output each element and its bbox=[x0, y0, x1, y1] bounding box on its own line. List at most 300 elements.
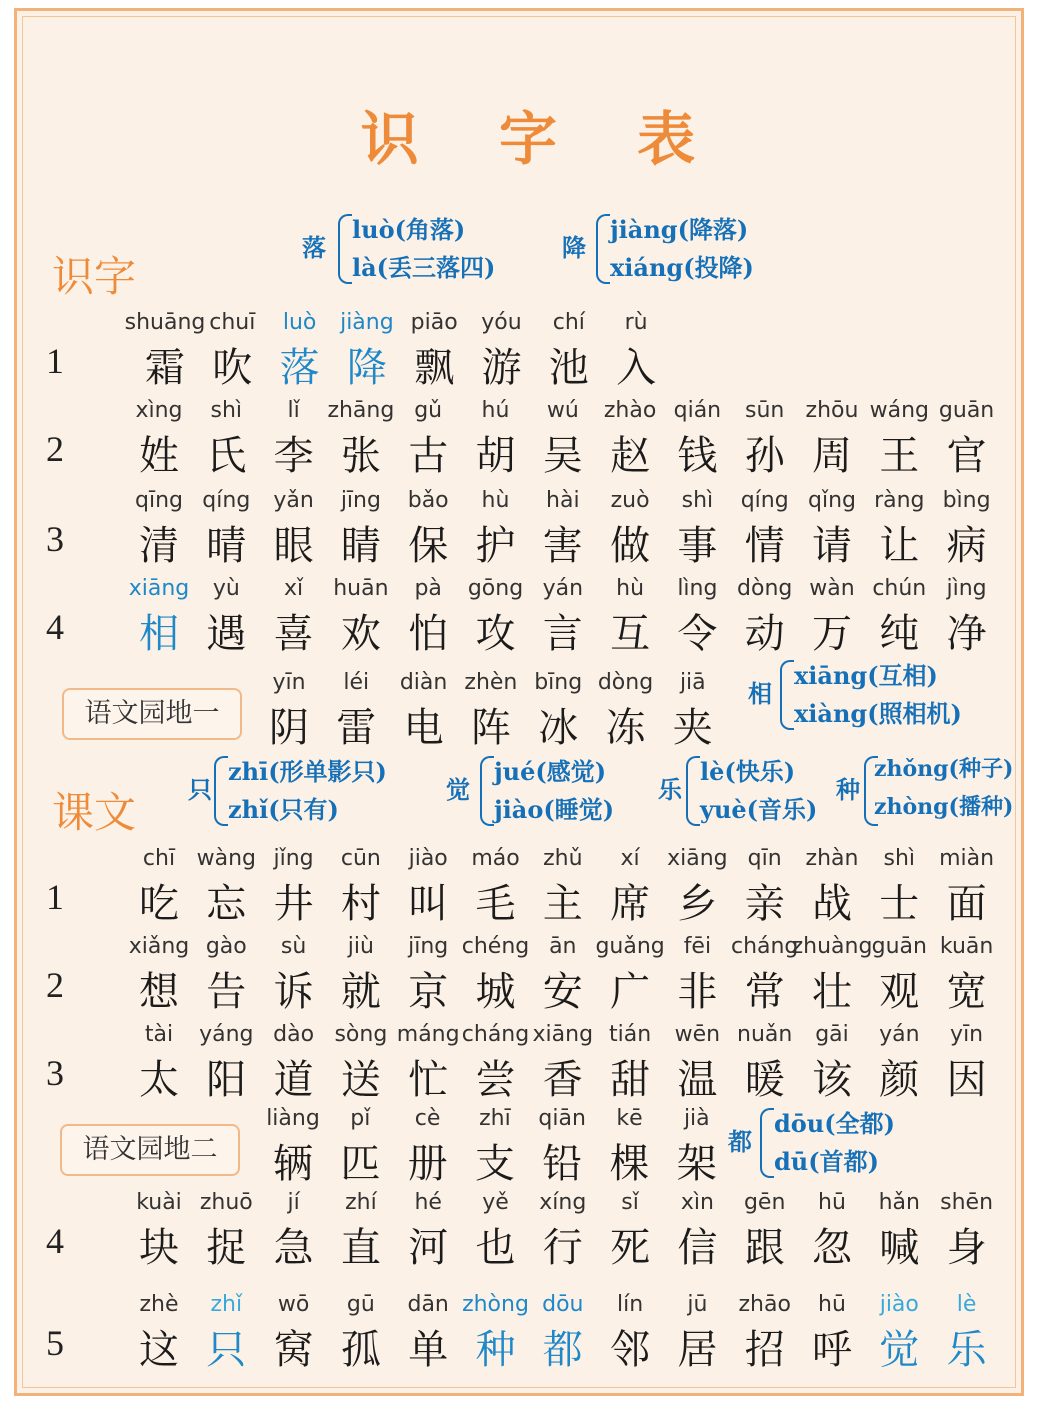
char-cell bbox=[530, 576, 596, 656]
char-row-s1 bbox=[0, 310, 1056, 390]
polyphone-char: 觉 bbox=[446, 775, 470, 804]
char-cell bbox=[395, 488, 461, 568]
char-cell bbox=[597, 1292, 663, 1372]
char-cell bbox=[664, 1106, 730, 1186]
polyphone-reading-2: zhòng(播种) bbox=[874, 794, 1014, 820]
hanzi: 叫 bbox=[408, 881, 449, 927]
pinyin: sòng bbox=[334, 1022, 388, 1047]
polyphone-char: 相 bbox=[748, 679, 772, 708]
char-cell bbox=[597, 1190, 663, 1270]
char-cell bbox=[597, 488, 663, 568]
char-cell bbox=[525, 670, 591, 750]
char-cell bbox=[732, 576, 798, 656]
hanzi: 万 bbox=[812, 611, 852, 657]
char-cell bbox=[934, 398, 1000, 478]
pinyin: dào bbox=[273, 1022, 315, 1047]
hanzi: 只 bbox=[206, 1327, 247, 1373]
polyphone-reading-1: jiàng(降落) bbox=[610, 215, 749, 244]
char-cell bbox=[866, 1190, 932, 1270]
char-cell bbox=[395, 1022, 461, 1102]
char-cell bbox=[597, 846, 663, 926]
char-cell bbox=[530, 1292, 596, 1372]
char-cell bbox=[597, 576, 663, 656]
polyphone-reading-1: luò(角落) bbox=[352, 215, 466, 244]
char-cell bbox=[866, 576, 932, 656]
char-row-k2 bbox=[0, 934, 1056, 1014]
pinyin: shēn bbox=[940, 1190, 994, 1215]
hanzi: 支 bbox=[474, 1141, 515, 1187]
pinyin: zhèn bbox=[464, 670, 518, 695]
pinyin: qíng bbox=[740, 488, 789, 513]
char-cell bbox=[126, 1022, 192, 1102]
hanzi: 雷 bbox=[336, 705, 377, 751]
char-cell bbox=[193, 1190, 259, 1270]
hanzi: 吹 bbox=[212, 345, 253, 391]
hanzi: 令 bbox=[677, 611, 718, 657]
hanzi: 宽 bbox=[946, 969, 987, 1015]
hanzi: 面 bbox=[946, 881, 987, 927]
char-cell bbox=[799, 576, 865, 656]
row-number: 4 bbox=[46, 1221, 64, 1261]
hanzi: 忙 bbox=[408, 1057, 449, 1103]
hanzi: 欢 bbox=[340, 611, 381, 657]
pinyin: chún bbox=[872, 576, 927, 601]
hanzi: 窝 bbox=[273, 1327, 314, 1373]
char-cell bbox=[799, 1022, 865, 1102]
hanzi: 动 bbox=[744, 611, 785, 657]
char-cell bbox=[193, 1022, 259, 1102]
char-cell bbox=[267, 310, 333, 390]
pinyin: wú bbox=[546, 398, 579, 423]
polyphone-reading-2: xiàng(照相机) bbox=[794, 699, 962, 728]
char-cell bbox=[328, 398, 394, 478]
pinyin: cháng bbox=[461, 1022, 530, 1047]
page-title: 识 字 表 bbox=[360, 105, 726, 173]
pinyin: chéng bbox=[461, 934, 530, 959]
char-row-s3 bbox=[0, 488, 1056, 568]
char-cell bbox=[463, 846, 529, 926]
hanzi: 眼 bbox=[273, 523, 314, 569]
hanzi: 古 bbox=[408, 433, 449, 479]
pinyin: kē bbox=[616, 1106, 643, 1131]
char-cell bbox=[395, 398, 461, 478]
pinyin: chuī bbox=[209, 310, 256, 335]
row-number: 4 bbox=[46, 607, 64, 647]
pinyin: gū bbox=[346, 1292, 375, 1317]
char-cell bbox=[732, 1190, 798, 1270]
pinyin: zhòng bbox=[462, 1292, 529, 1317]
char-cell bbox=[334, 310, 400, 390]
pinyin: jiàng bbox=[340, 310, 394, 335]
char-cell bbox=[597, 398, 663, 478]
char-cell bbox=[463, 488, 529, 568]
pinyin: pà bbox=[414, 576, 442, 601]
row-number: 1 bbox=[46, 341, 64, 381]
hanzi: 赵 bbox=[610, 433, 651, 479]
polyphone-reading-1: jué(感觉) bbox=[494, 757, 607, 786]
pinyin: hū bbox=[818, 1292, 846, 1317]
pinyin: tài bbox=[144, 1022, 174, 1047]
hanzi: 喊 bbox=[879, 1225, 920, 1271]
hanzi: 壮 bbox=[812, 969, 852, 1015]
pinyin: ràng bbox=[874, 488, 925, 513]
hanzi: 池 bbox=[548, 345, 589, 391]
pinyin: hé bbox=[414, 1190, 442, 1215]
pinyin: zhōu bbox=[805, 398, 859, 423]
pinyin: jiā bbox=[679, 670, 706, 695]
brace-icon bbox=[480, 756, 494, 826]
char-cell bbox=[536, 310, 602, 390]
pinyin: zhāng bbox=[327, 398, 395, 423]
char-cell bbox=[664, 846, 730, 926]
hanzi: 吃 bbox=[139, 881, 179, 927]
polyphone-char: 落 bbox=[302, 233, 326, 262]
hanzi: 告 bbox=[206, 969, 247, 1015]
char-cell bbox=[462, 1106, 528, 1186]
pinyin: hài bbox=[546, 488, 580, 513]
hanzi: 请 bbox=[812, 523, 852, 569]
hanzi: 道 bbox=[273, 1057, 314, 1103]
pinyin: sǐ bbox=[621, 1190, 639, 1215]
hanzi: 直 bbox=[340, 1225, 381, 1271]
char-row-g1 bbox=[0, 670, 1056, 750]
pinyin: léi bbox=[343, 670, 370, 695]
hanzi: 互 bbox=[610, 611, 651, 657]
hanzi: 阴 bbox=[269, 705, 309, 751]
char-row-s4 bbox=[0, 576, 1056, 656]
hanzi: 京 bbox=[408, 969, 449, 1015]
char-cell bbox=[732, 398, 798, 478]
polyphone-char: 只 bbox=[188, 775, 212, 804]
hanzi: 这 bbox=[139, 1327, 179, 1373]
pinyin: xìng bbox=[135, 398, 183, 423]
char-cell bbox=[328, 1190, 394, 1270]
hanzi: 情 bbox=[744, 523, 785, 569]
char-cell bbox=[395, 846, 461, 926]
hanzi: 净 bbox=[946, 611, 987, 657]
char-cell bbox=[463, 934, 529, 1014]
pinyin: xiǎng bbox=[128, 934, 190, 959]
pinyin: ān bbox=[549, 934, 577, 959]
row-number: 3 bbox=[46, 1053, 64, 1093]
char-cell bbox=[866, 488, 932, 568]
char-cell bbox=[664, 488, 730, 568]
hanzi: 常 bbox=[744, 969, 785, 1015]
hanzi: 保 bbox=[408, 523, 449, 569]
hanzi: 护 bbox=[475, 523, 516, 569]
char-cell bbox=[603, 310, 669, 390]
hanzi: 毛 bbox=[475, 881, 516, 927]
hanzi: 册 bbox=[407, 1141, 448, 1187]
pinyin: jǐng bbox=[273, 846, 314, 871]
char-cell bbox=[597, 934, 663, 1014]
char-cell bbox=[593, 670, 659, 750]
hanzi: 游 bbox=[481, 345, 522, 391]
hanzi: 周 bbox=[812, 433, 852, 479]
hanzi: 主 bbox=[542, 881, 583, 927]
pinyin: wàng bbox=[196, 846, 256, 871]
pinyin: jí bbox=[287, 1190, 300, 1215]
hanzi: 河 bbox=[408, 1225, 449, 1271]
hanzi: 香 bbox=[542, 1057, 583, 1103]
hanzi: 张 bbox=[340, 433, 381, 479]
pinyin: máo bbox=[471, 846, 520, 871]
pinyin: guān bbox=[871, 934, 927, 959]
char-cell bbox=[126, 398, 192, 478]
char-cell bbox=[934, 1292, 1000, 1372]
pinyin: xǐ bbox=[284, 576, 304, 601]
polyphone-reading-1: zhī(形单影只) bbox=[228, 757, 387, 786]
garden-label-two: 语文园地二 bbox=[60, 1124, 240, 1176]
hanzi: 棵 bbox=[609, 1141, 650, 1187]
char-cell bbox=[261, 488, 327, 568]
pinyin: bǎo bbox=[407, 488, 449, 513]
pinyin: xíng bbox=[539, 1190, 587, 1215]
row-number: 5 bbox=[46, 1323, 64, 1363]
hanzi: 氏 bbox=[206, 433, 247, 479]
char-cell bbox=[664, 1190, 730, 1270]
char-cell bbox=[260, 1106, 326, 1186]
polyphone-reading-2: jiào(睡觉) bbox=[494, 795, 615, 824]
char-cell bbox=[530, 1022, 596, 1102]
polyphone-reading-1: dōu(全都) bbox=[774, 1109, 895, 1138]
pinyin: cè bbox=[414, 1106, 441, 1131]
pinyin: dòng bbox=[597, 670, 654, 695]
char-cell bbox=[530, 934, 596, 1014]
pinyin: kuài bbox=[136, 1190, 182, 1215]
pinyin: jū bbox=[687, 1292, 708, 1317]
pinyin: fēi bbox=[683, 934, 712, 959]
section-heading-kewen: 课文 bbox=[52, 788, 137, 837]
hanzi: 就 bbox=[340, 969, 381, 1015]
hanzi: 事 bbox=[677, 523, 718, 569]
char-cell bbox=[732, 488, 798, 568]
char-cell bbox=[126, 846, 192, 926]
hanzi: 招 bbox=[744, 1327, 785, 1373]
char-cell bbox=[799, 398, 865, 478]
pinyin: dòng bbox=[737, 576, 793, 601]
pinyin: guān bbox=[938, 398, 995, 423]
pinyin: lìng bbox=[677, 576, 718, 601]
char-cell bbox=[458, 670, 524, 750]
row-number: 1 bbox=[46, 877, 64, 917]
pinyin: yě bbox=[482, 1190, 509, 1215]
char-cell bbox=[328, 1022, 394, 1102]
char-cell bbox=[934, 1022, 1000, 1102]
hanzi: 种 bbox=[475, 1327, 516, 1373]
brace-icon bbox=[338, 214, 352, 284]
pinyin: yīn bbox=[272, 670, 306, 695]
char-cell bbox=[799, 488, 865, 568]
pinyin: tián bbox=[609, 1022, 652, 1047]
char-cell bbox=[401, 310, 467, 390]
char-row-k1 bbox=[0, 846, 1056, 926]
hanzi: 王 bbox=[879, 433, 920, 479]
pinyin: bīng bbox=[534, 670, 583, 695]
hanzi: 该 bbox=[812, 1057, 852, 1103]
char-cell bbox=[395, 576, 461, 656]
hanzi: 攻 bbox=[475, 611, 516, 657]
pinyin: wàn bbox=[809, 576, 855, 601]
hanzi: 席 bbox=[610, 881, 651, 927]
pinyin: piāo bbox=[410, 310, 458, 335]
hanzi: 害 bbox=[542, 523, 583, 569]
hanzi: 遇 bbox=[206, 611, 247, 657]
char-cell bbox=[193, 398, 259, 478]
hanzi: 死 bbox=[610, 1225, 651, 1271]
hanzi: 官 bbox=[946, 433, 987, 479]
pinyin: guǎng bbox=[595, 934, 665, 959]
pinyin: jiù bbox=[347, 934, 374, 959]
char-cell bbox=[866, 1022, 932, 1102]
polyphone-reading-2: xiáng(投降) bbox=[610, 253, 754, 282]
pinyin: zhàn bbox=[805, 846, 859, 871]
char-cell bbox=[193, 846, 259, 926]
char-cell bbox=[391, 670, 457, 750]
char-cell bbox=[597, 1022, 663, 1102]
pinyin: huān bbox=[333, 576, 389, 601]
hanzi: 都 bbox=[542, 1327, 583, 1373]
char-cell bbox=[463, 398, 529, 478]
hanzi: 甜 bbox=[610, 1057, 651, 1103]
char-cell bbox=[261, 576, 327, 656]
pinyin: yù bbox=[212, 576, 240, 601]
char-cell bbox=[934, 934, 1000, 1014]
hanzi: 村 bbox=[340, 881, 381, 927]
char-cell bbox=[327, 1106, 393, 1186]
hanzi: 相 bbox=[139, 611, 179, 657]
char-cell bbox=[126, 934, 192, 1014]
char-cell bbox=[934, 846, 1000, 926]
char-cell bbox=[799, 1292, 865, 1372]
char-cell bbox=[126, 1190, 192, 1270]
char-cell bbox=[664, 934, 730, 1014]
pinyin: cháng bbox=[730, 934, 799, 959]
pinyin: qīn bbox=[747, 846, 782, 871]
char-cell bbox=[328, 576, 394, 656]
brace-icon bbox=[214, 756, 228, 826]
hanzi: 城 bbox=[475, 969, 516, 1015]
hanzi: 忘 bbox=[206, 881, 247, 927]
char-cell bbox=[261, 846, 327, 926]
pinyin: luò bbox=[282, 310, 317, 335]
polyphone-reading-1: xiāng(互相) bbox=[794, 661, 938, 690]
pinyin: zhè bbox=[139, 1292, 179, 1317]
char-cell bbox=[463, 576, 529, 656]
char-cell bbox=[799, 1190, 865, 1270]
hanzi: 辆 bbox=[273, 1141, 313, 1187]
polyphone-reading-2: dū(首都) bbox=[774, 1147, 879, 1176]
char-cell bbox=[866, 1292, 932, 1372]
polyphone-reading-1: lè(快乐) bbox=[700, 757, 796, 786]
pinyin: zhí bbox=[345, 1190, 377, 1215]
pinyin: qíng bbox=[202, 488, 251, 513]
char-row-g2 bbox=[0, 1106, 1056, 1186]
hanzi: 入 bbox=[616, 345, 657, 391]
hanzi: 姓 bbox=[139, 433, 179, 479]
pinyin: yán bbox=[879, 1022, 920, 1047]
char-cell bbox=[934, 1190, 1000, 1270]
char-cell bbox=[934, 488, 1000, 568]
polyphone-reading-1: zhǒng(种子) bbox=[874, 756, 1014, 782]
pinyin: jìng bbox=[946, 576, 987, 601]
pinyin: zhào bbox=[603, 398, 657, 423]
pinyin: zhǔ bbox=[543, 846, 583, 871]
hanzi: 忽 bbox=[812, 1225, 852, 1271]
pinyin: máng bbox=[396, 1022, 460, 1047]
pinyin: hù bbox=[616, 576, 645, 601]
hanzi: 怕 bbox=[408, 611, 449, 657]
hanzi: 落 bbox=[279, 345, 320, 391]
pinyin: jiào bbox=[408, 846, 448, 871]
char-cell bbox=[732, 934, 798, 1014]
hanzi: 战 bbox=[812, 881, 852, 927]
pinyin: gào bbox=[205, 934, 247, 959]
hanzi: 亲 bbox=[744, 881, 785, 927]
hanzi: 胡 bbox=[475, 433, 516, 479]
char-cell bbox=[395, 1106, 461, 1186]
hanzi: 让 bbox=[879, 523, 920, 569]
section-heading-shizi: 识字 bbox=[52, 252, 137, 301]
char-cell bbox=[530, 488, 596, 568]
char-cell bbox=[530, 1190, 596, 1270]
pinyin: lín bbox=[617, 1292, 644, 1317]
pinyin: cūn bbox=[340, 846, 381, 871]
pinyin: hǎn bbox=[878, 1190, 920, 1215]
brace-icon bbox=[686, 756, 700, 826]
hanzi: 吴 bbox=[542, 433, 583, 479]
pinyin: lè bbox=[956, 1292, 977, 1317]
pinyin: jīng bbox=[340, 488, 381, 513]
char-cell bbox=[660, 670, 726, 750]
char-cell bbox=[395, 1292, 461, 1372]
polyphone-char: 乐 bbox=[658, 775, 682, 804]
pinyin: rù bbox=[624, 310, 648, 335]
polyphone-char: 都 bbox=[728, 1127, 752, 1156]
hanzi: 诉 bbox=[273, 969, 314, 1015]
pinyin: zhī bbox=[479, 1106, 511, 1131]
char-cell bbox=[664, 576, 730, 656]
pinyin: gāi bbox=[815, 1022, 849, 1047]
pinyin: zhuō bbox=[199, 1190, 253, 1215]
pinyin: jiào bbox=[879, 1292, 919, 1317]
hanzi: 呼 bbox=[812, 1327, 852, 1373]
pinyin: hū bbox=[818, 1190, 846, 1215]
hanzi: 想 bbox=[139, 969, 179, 1015]
pinyin: hù bbox=[481, 488, 510, 513]
pinyin: shì bbox=[681, 488, 714, 513]
pinyin: jià bbox=[683, 1106, 710, 1131]
hanzi: 安 bbox=[542, 969, 583, 1015]
hanzi: 井 bbox=[273, 881, 314, 927]
char-cell bbox=[395, 1190, 461, 1270]
hanzi: 做 bbox=[610, 523, 651, 569]
pinyin: zhāo bbox=[738, 1292, 791, 1317]
pinyin: gōng bbox=[467, 576, 524, 601]
char-cell bbox=[126, 488, 192, 568]
char-cell bbox=[193, 576, 259, 656]
char-cell bbox=[193, 934, 259, 1014]
pinyin: xìn bbox=[680, 1190, 714, 1215]
pinyin: dōu bbox=[542, 1292, 584, 1317]
char-cell bbox=[732, 1292, 798, 1372]
hanzi: 病 bbox=[946, 523, 987, 569]
pinyin: hú bbox=[481, 398, 510, 423]
pinyin: zhuàng bbox=[791, 934, 873, 959]
pinyin: yán bbox=[542, 576, 584, 601]
hanzi: 飘 bbox=[414, 345, 455, 391]
pinyin: zuò bbox=[610, 488, 650, 513]
